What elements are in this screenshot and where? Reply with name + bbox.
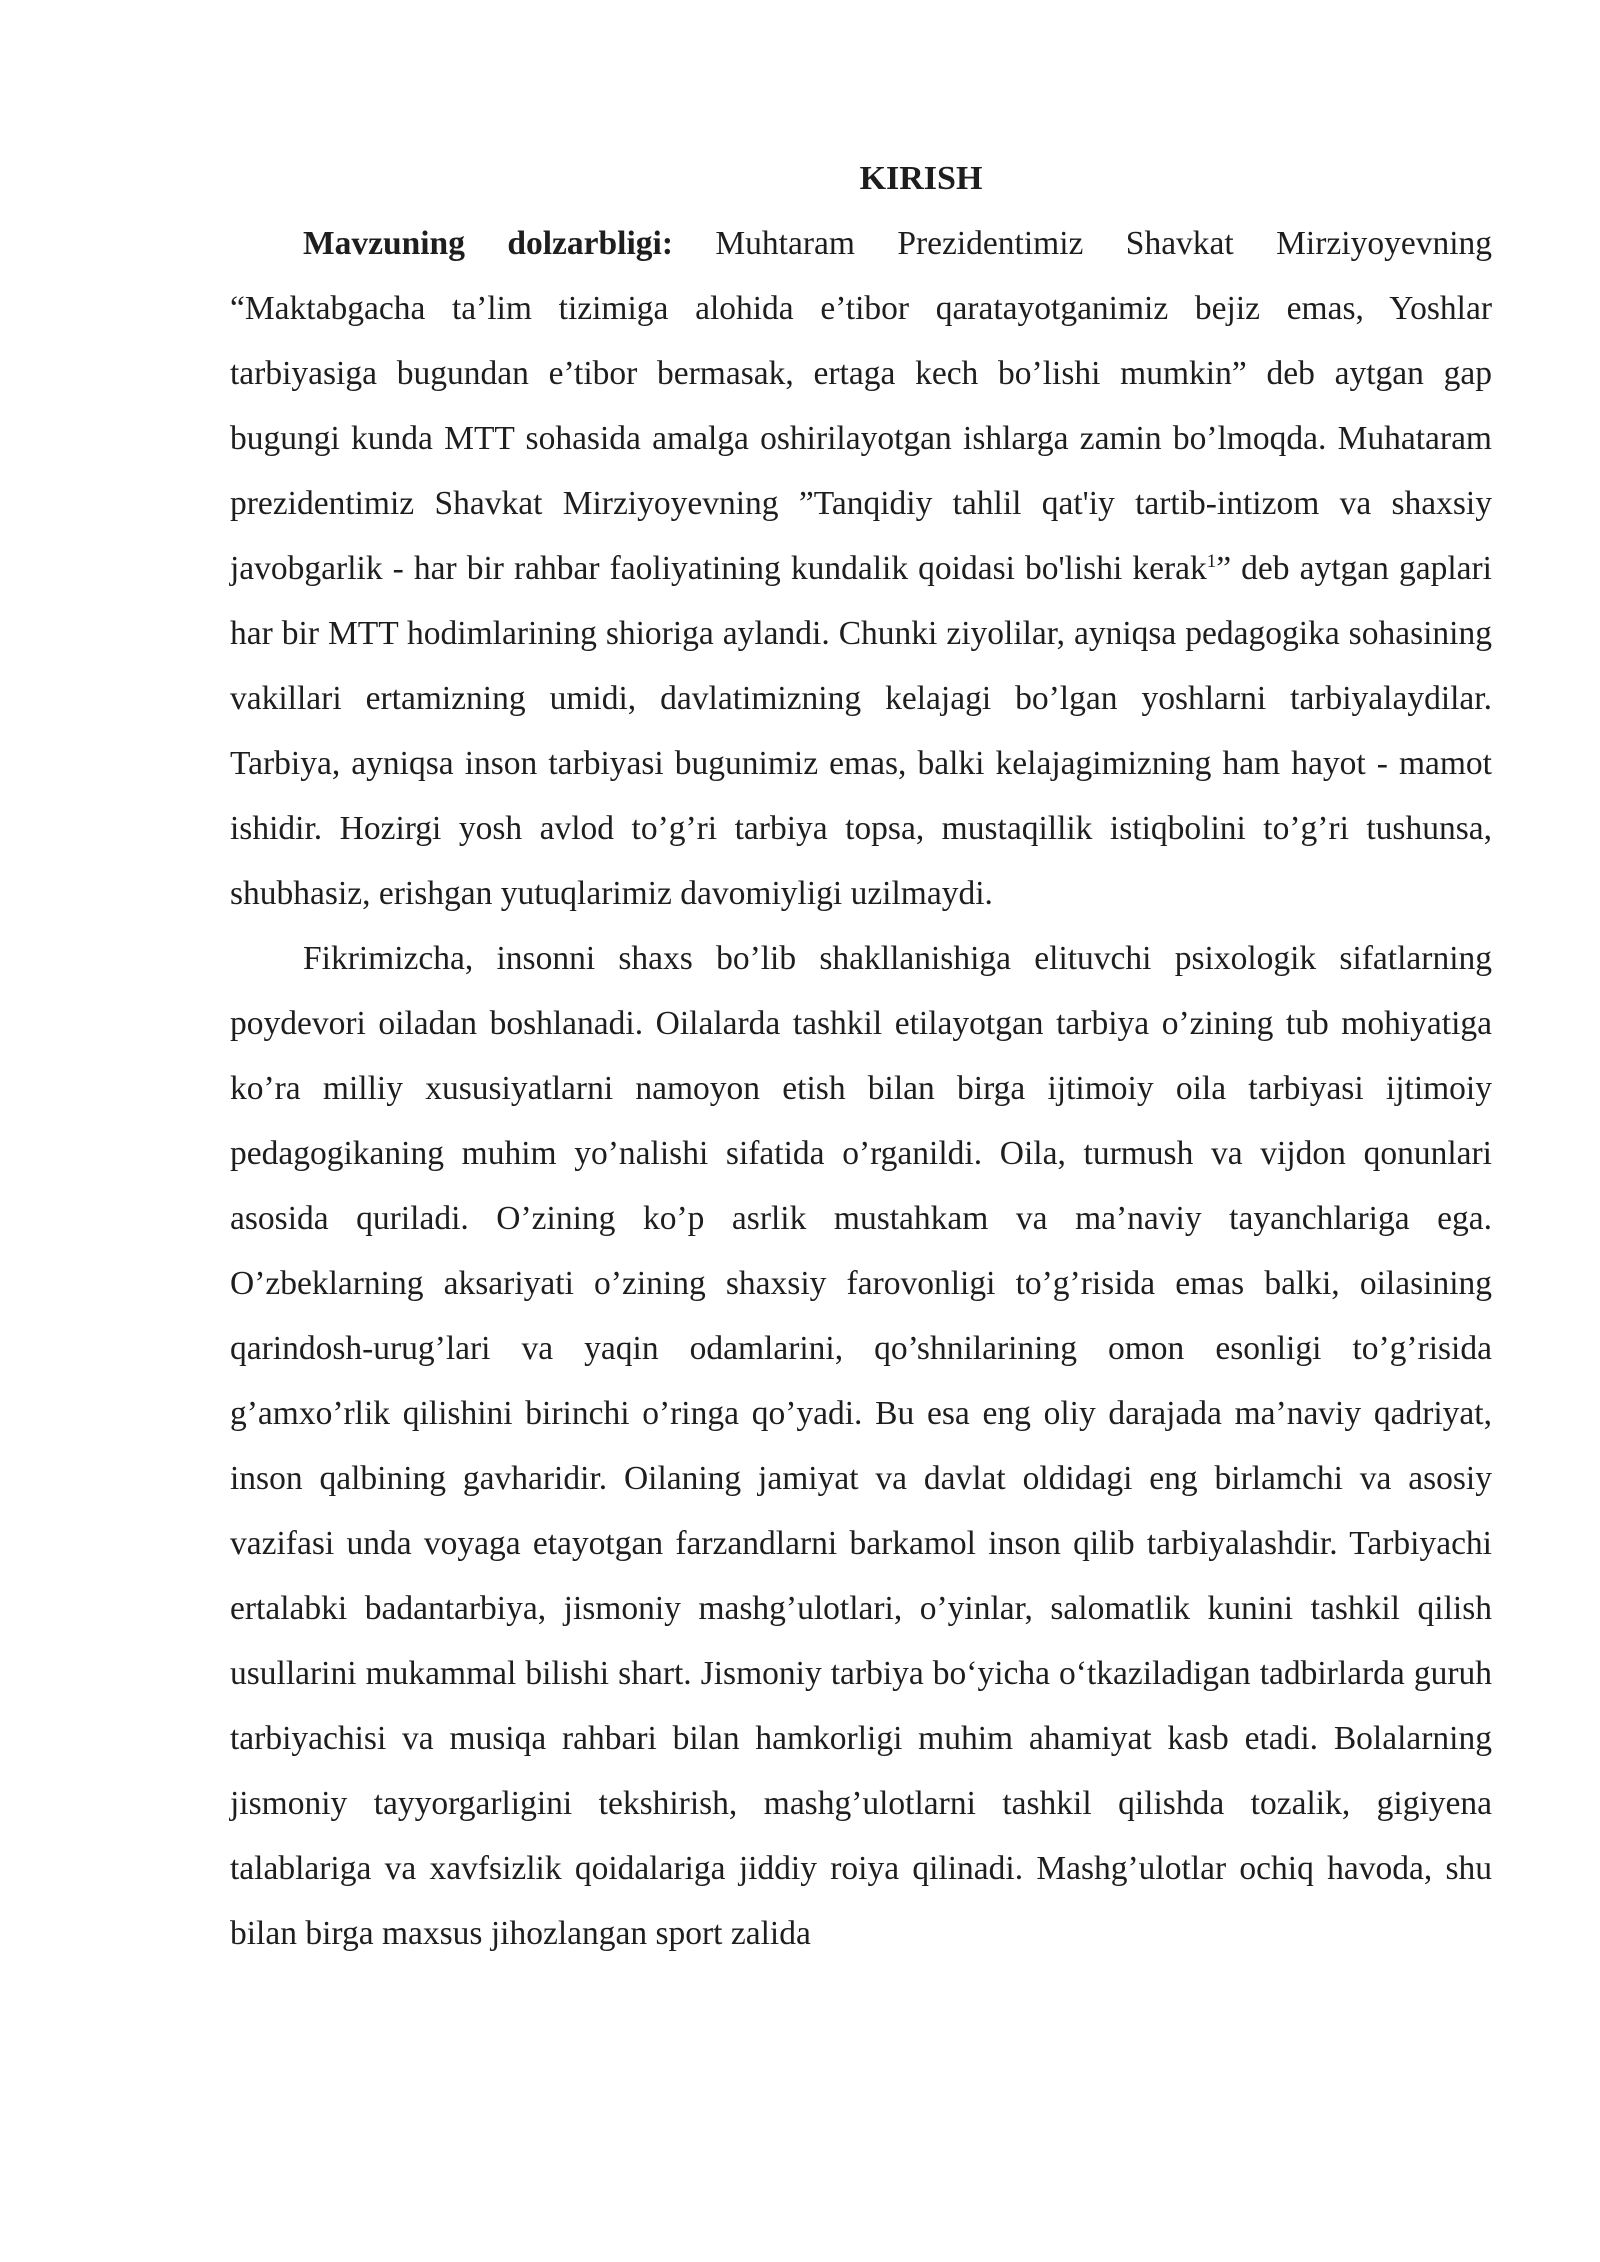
paragraph-family-upbringing: Fikrimizcha, insonni shaxs bo’lib shakllanishiga elituvchi psixologik sifatlarning poydevori oiladan boshlanadi. Oilalarda tashkil etilayotgan tarbiya o’zining tub mohiyatiga ko’ra milliy xususiyatlarni namoyon etish bilan birga ijtimoiy oila tarbiyasi ijtimoiy pedagogikaning muhim yo’nalishi sifatida o’rganildi. Oila, turmush va vijdon qonunlari asosida quriladi. O’zining ko’p asrlik mustahkam va ma’naviy tayanchlariga ega. O’zbeklarning aksariyati o’zining shaxsiy farovonligi to’g’risida emas balki, oilasining qarindosh-urug’lari va yaqin odamlarini, qo’shnilarining omon esonligi to’g’risida g’amxo’rlik qilishini birinchi o’ringa qo’yadi. Bu esa eng oliy darajada ma’naviy qadriyat, inson qalbining gavharidir. Oilaning jamiyat va davlat oldidagi eng birlamchi va asosiy vazifasi unda voyaga etayotgan farzandlarni barkamol inson qilib tarbiyalashdir. Tarbiyachi ertalabki badantarbiya, jismoniy mashg’ulotlari, o’yinlar, salomatlik kunini tashkil qilish usullarini mukammal bilishi shart. Jismoniy tarbiya bo‘yicha o‘tkaziladigan tadbirlarda guruh tarbiyachisi va musiqa rahbari bilan hamkorligi muhim ahamiyat kasb etadi. Bolalarning jismoniy tayyorgarligini tekshirish, mashg’ulotlarni tashkil qilishda tozalik, gigiyena talablariga va xavfsizlik qoidalariga jiddiy roiya qilinadi. Mashg’ulotlar ochiq havoda, shu bilan birga maxsus jihozlangan sport zalida — [230, 940, 1492, 1952]
paragraph-lead-term: Mavzuning dolzarbligi: — [303, 225, 673, 262]
paragraph-relevance — [230, 211, 1492, 926]
paragraph-text: Muhtaram Prezidentimiz Shavkat Mirziyoyevning “Maktabgacha ta’lim tizimiga alohida e’tibor qaratayotganimiz bejiz emas, Yoshlar tarbiyasiga bugundan e’tibor bermasak, ertaga kech bo’lishi mumkin” deb aytgan gap bugungi kunda MTT sohasida amalga oshirilayotgan ishlarga zamin bo’lmoqda. Muhataram prezidentimiz Shavkat Mirziyoyevning ”Tanqidiy tahlil qat'iy tartib-intizom va shaxsiy javobgarlik - har bir rahbar faoliyatining kundalik qoidasi bo'lishi kerak — [230, 225, 1492, 587]
section-heading: KIRISH — [859, 160, 983, 197]
document-page — [230, 146, 1492, 1966]
footnote-marker[interactable]: 1 — [1206, 550, 1217, 572]
paragraph-text: ” deb aytgan gaplari har bir MTT hodimlarining shioriga aylandi. Chunki ziyolilar, ayniqsa pedagogika sohasining vakillari ertamizning umidi, davlatimizning kelajagi bo’lgan yoshlarni tarbiyalaydilar. Tarbiya, ayniqsa inson tarbiyasi bugunimiz emas, balki kelajagimizning ham hayot - mamot ishidir. Hozirgi yosh avlod to’g’ri tarbiya topsa, mustaqillik istiqbolini to’g’ri tushunsa, shubhasiz, erishgan yutuqlarimiz davomiyligi uzilmaydi. — [230, 550, 1492, 912]
